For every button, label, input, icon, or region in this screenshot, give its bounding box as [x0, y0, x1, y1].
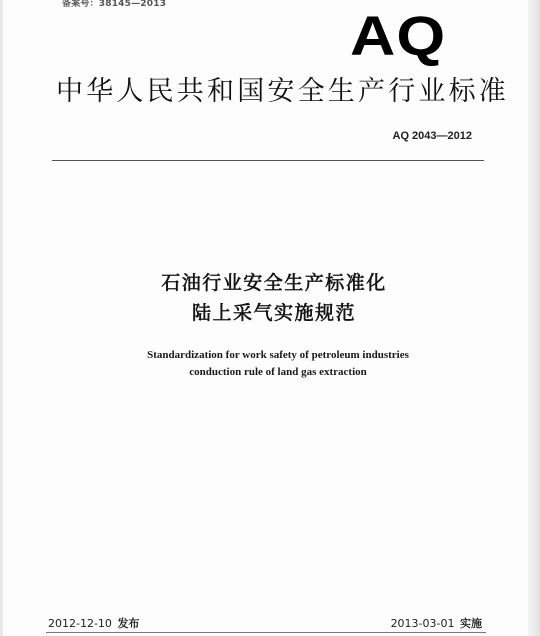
issue-date — [48, 615, 139, 631]
chinese-title — [0, 268, 540, 328]
aq-logo: AQ — [350, 4, 447, 67]
header-divider — [52, 160, 484, 161]
implement-date — [391, 615, 482, 631]
footer-divider — [46, 632, 486, 633]
implement-date-value: 2013-03-01 — [390, 617, 455, 630]
english-title — [0, 347, 540, 381]
issue-date-value: 2012-12-10 — [48, 617, 112, 630]
industry-standard-title: 中华人民共和国安全生产行业标准 — [56, 76, 509, 107]
standard-code: AQ 2043—2012 — [392, 130, 472, 142]
english-title-line-1: Standardization for work safety of petroleum industries — [147, 349, 409, 361]
filing-number: 备案号：38145—2013 — [62, 0, 167, 9]
implement-date-label: 实施 — [460, 617, 482, 630]
chinese-title-line-2: 陆上采气实施规范 — [191, 302, 356, 324]
english-title-line-2: conduction rule of land gas extraction — [189, 366, 367, 378]
chinese-title-line-1: 石油行业安全生产标准化 — [161, 272, 387, 294]
issue-date-label: 发布 — [117, 617, 140, 630]
